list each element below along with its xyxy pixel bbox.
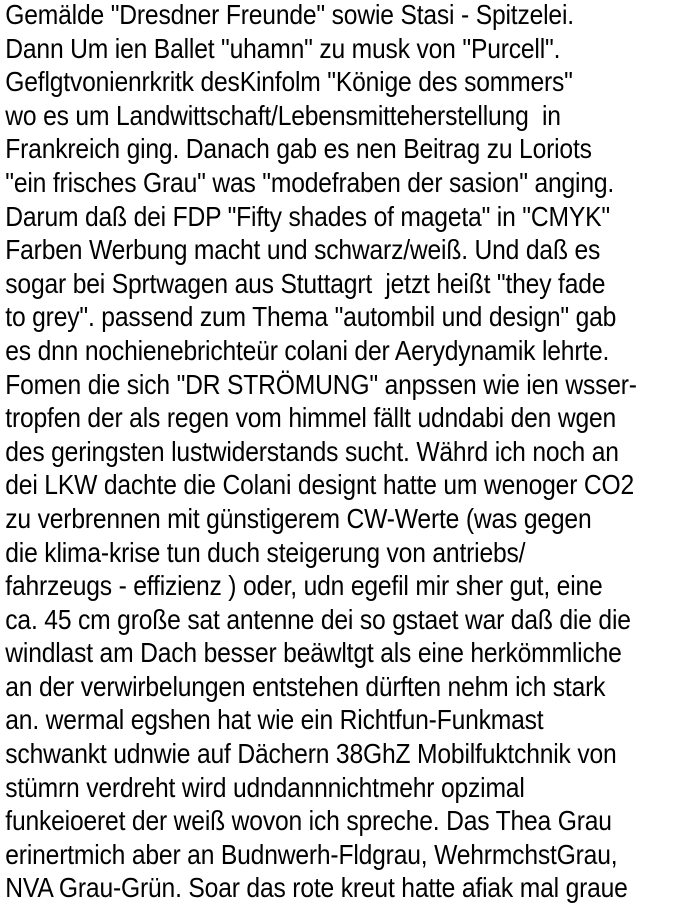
text-line: wo es um Landwittschaft/Lebensmitteherstellung in: [5, 99, 561, 131]
text-line: Frankreich ging. Danach gab es nen Beitrag zu Loriots: [5, 133, 592, 165]
text-line: es dnn nochienebrichteür colani der Aerydynamik lehrte.: [5, 334, 610, 366]
text-line: tropfen der als regen vom himmel fällt udndabi den wgen: [5, 402, 617, 434]
text-line: NVA Grau-Grün. Soar das rote kreut hatte afiak mal graue: [5, 872, 628, 904]
text-line: an der verwirbelungen entstehen dürften nehm ich stark: [5, 670, 606, 702]
text-line: Gemälde "Dresdner Freunde" sowie Stasi - Spitzelei.: [5, 0, 574, 30]
text-line: sogar bei Sprtwagen aus Stuttagrt jetzt heißt "they fade: [5, 267, 606, 299]
text-line: die klima-krise tun duch steigerung von antriebs/: [5, 536, 526, 568]
text-line: funkeioeret der weiß wovon ich spreche. Das Thea Grau: [5, 805, 612, 837]
text-line: schwankt udnwie auf Dächern 38GhZ Mobilfuktchnik von: [5, 738, 617, 770]
text-line: ca. 45 cm große sat antenne dei so gstaet war daß die die: [5, 603, 631, 635]
text-line: fahrzeugs - effizienz ) oder, udn egefil mir sher gut, eine: [5, 570, 603, 602]
text-line: Farben Werbung macht und schwarz/weiß. Und daß es: [5, 234, 601, 266]
text-line: Geflgtvonienrkritk desKinfolm "Könige des sommers": [5, 66, 573, 98]
text-line: windlast am Dach besser beäwltgt als eine herkömmliche: [5, 637, 622, 669]
text-line: zu verbrennen mit günstigerem CW-Werte (was gegen: [5, 502, 592, 534]
text-line: des geringsten lustwiderstands sucht. Währd ich noch an: [5, 435, 619, 467]
text-line: to grey". passend zum Thema "autombil und design" gab: [5, 301, 617, 333]
text-line: Darum daß dei FDP "Fifty shades of mageta" in "CMYK": [5, 200, 610, 232]
text-line: Fomen die sich "DR STRÖMUNG" anpssen wie ien wsser-: [5, 368, 637, 400]
text-line: an. wermal egshen hat wie ein Richtfun-Funkmast: [5, 704, 544, 736]
text-line: "ein frisches Grau" was "modefraben der sasion" anging.: [5, 166, 615, 198]
text-line: dei LKW dachte die Colani designt hatte um wenoger CO2: [5, 469, 635, 501]
text-line: Dann Um ien Ballet "uhamn" zu musk von "Purcell".: [5, 32, 561, 64]
text-line: erinertmich aber an Budnwerh-Fldgrau, WehrmchstGrau,: [5, 838, 618, 870]
text-line: stümrn verdreht wird udndannnichtmehr opzimal: [5, 771, 525, 803]
